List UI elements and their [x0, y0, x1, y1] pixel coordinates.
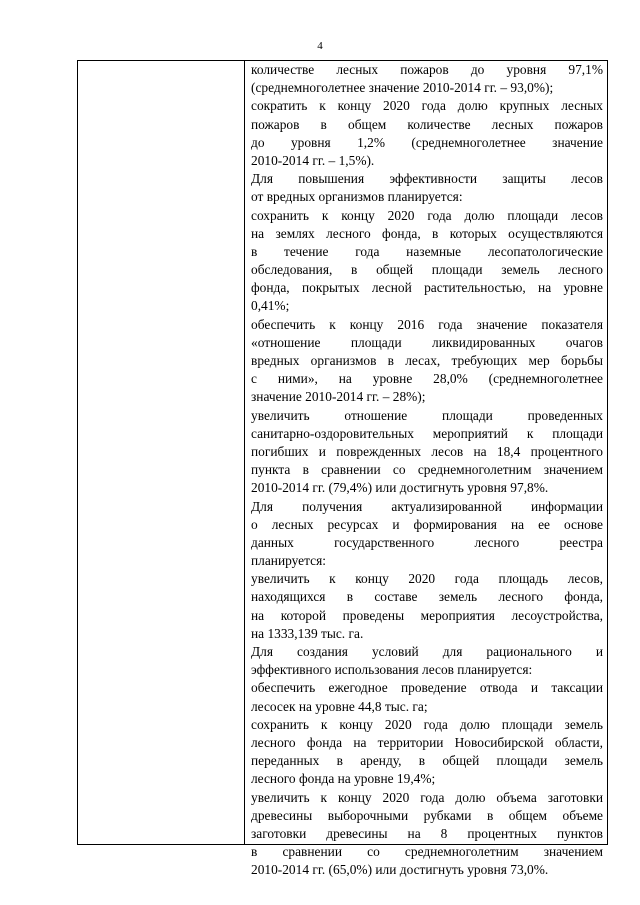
text-line: переданных в аренду, в общей площади земель — [251, 753, 603, 769]
table-right-cell — [245, 61, 607, 878]
text-line: количестве лесных пожаров до уровня 97,1% — [251, 62, 603, 77]
text-line: увеличить отношение площади проведенных — [251, 407, 603, 423]
text-line: сохранить к концу 2020 года долю площади земель — [251, 716, 603, 732]
table-left-cell — [78, 61, 245, 844]
text-line: в течение года наземные лесопатологические — [251, 243, 603, 259]
text-line: сократить к концу 2020 года долю крупных лесных — [251, 98, 603, 114]
text-line: фонда, покрытых лесной растительностью, на уровне — [251, 280, 603, 296]
text-line: до уровня 1,2% (среднемноголетнее значение — [251, 134, 603, 150]
text-line: пункта в сравнении со среднемноголетним значением — [251, 462, 603, 478]
text-line: в сравнении со среднемноголетним значением — [251, 844, 603, 860]
text-line: планируется: — [251, 553, 326, 569]
text-line: 0,41%; — [251, 298, 290, 314]
text-line: 2010-2014 гг. – 1,5%). — [251, 152, 375, 168]
text-line: Для повышения эффективности защиты лесов — [251, 171, 603, 187]
text-line: обследования, в общей площади земель лесного — [251, 262, 603, 278]
text-line: находящихся в составе земель лесного фонда, — [251, 589, 603, 605]
text-line: древесины выборочными рубками в общем объеме — [251, 807, 603, 823]
text-line: обеспечить к концу 2016 года значение показателя — [251, 316, 603, 332]
text-line: на землях лесного фонда, в которых осуществляются — [251, 225, 603, 241]
text-line: 2010-2014 гг. (79,4%) или достигнуть уровня 97,8%. — [251, 480, 549, 496]
text-line: «отношение площади ликвидированных очагов — [251, 334, 603, 350]
text-line: с ними», на уровне 28,0% (среднемноголетнее — [251, 371, 603, 387]
text-line: значение 2010-2014 гг. – 28%); — [251, 389, 426, 405]
text-line: погибших и поврежденных лесов на 18,4 процентного — [251, 443, 603, 459]
text-line: эффективного использования лесов планируется: — [251, 662, 533, 678]
text-line: лесного фонда на уровне 19,4%; — [251, 771, 436, 787]
text-line: заготовки древесины на 8 процентных пунктов — [251, 825, 603, 841]
text-line: увеличить к концу 2020 года площадь лесов, — [251, 571, 603, 587]
text-line: Для создания условий для рационального и — [251, 644, 603, 659]
text-line: на которой проведены мероприятия лесоустройства, — [251, 607, 603, 623]
text-line: Для получения актуализированной информации — [251, 498, 603, 514]
text-line: лесного фонда на территории Новосибирской области, — [251, 734, 603, 750]
text-line: данных государственного лесного реестра — [251, 534, 603, 550]
text-line: санитарно-оздоровительных мероприятий к площади — [251, 425, 603, 441]
text-line: о лесных ресурсах и формирования на ее основе — [251, 516, 603, 532]
document-table — [77, 60, 608, 878]
text-line: 2010-2014 гг. (65,0%) или достигнуть уровня 73,0%. — [251, 862, 549, 878]
text-line: обеспечить ежегодное проведение отвода и таксации — [251, 680, 603, 696]
text-line: от вредных организмов планируется: — [251, 189, 463, 205]
text-line: (среднемноголетнее значение 2010-2014 гг. – 93,0%); — [251, 80, 554, 96]
text-line: увеличить к концу 2020 года долю объема заготовки — [251, 789, 603, 805]
text-line: пожаров в общем количестве лесных пожаров — [251, 116, 603, 132]
text-line: сохранить к концу 2020 года долю площади лесов — [251, 207, 603, 223]
text-line: вредных организмов в лесах, требующих мер борьбы — [251, 353, 603, 368]
text-line: лесосек на уровне 44,8 тыс. га; — [251, 698, 428, 714]
page-number: 4 — [317, 40, 323, 52]
text-line: на 1333,139 тыс. га. — [251, 625, 364, 641]
